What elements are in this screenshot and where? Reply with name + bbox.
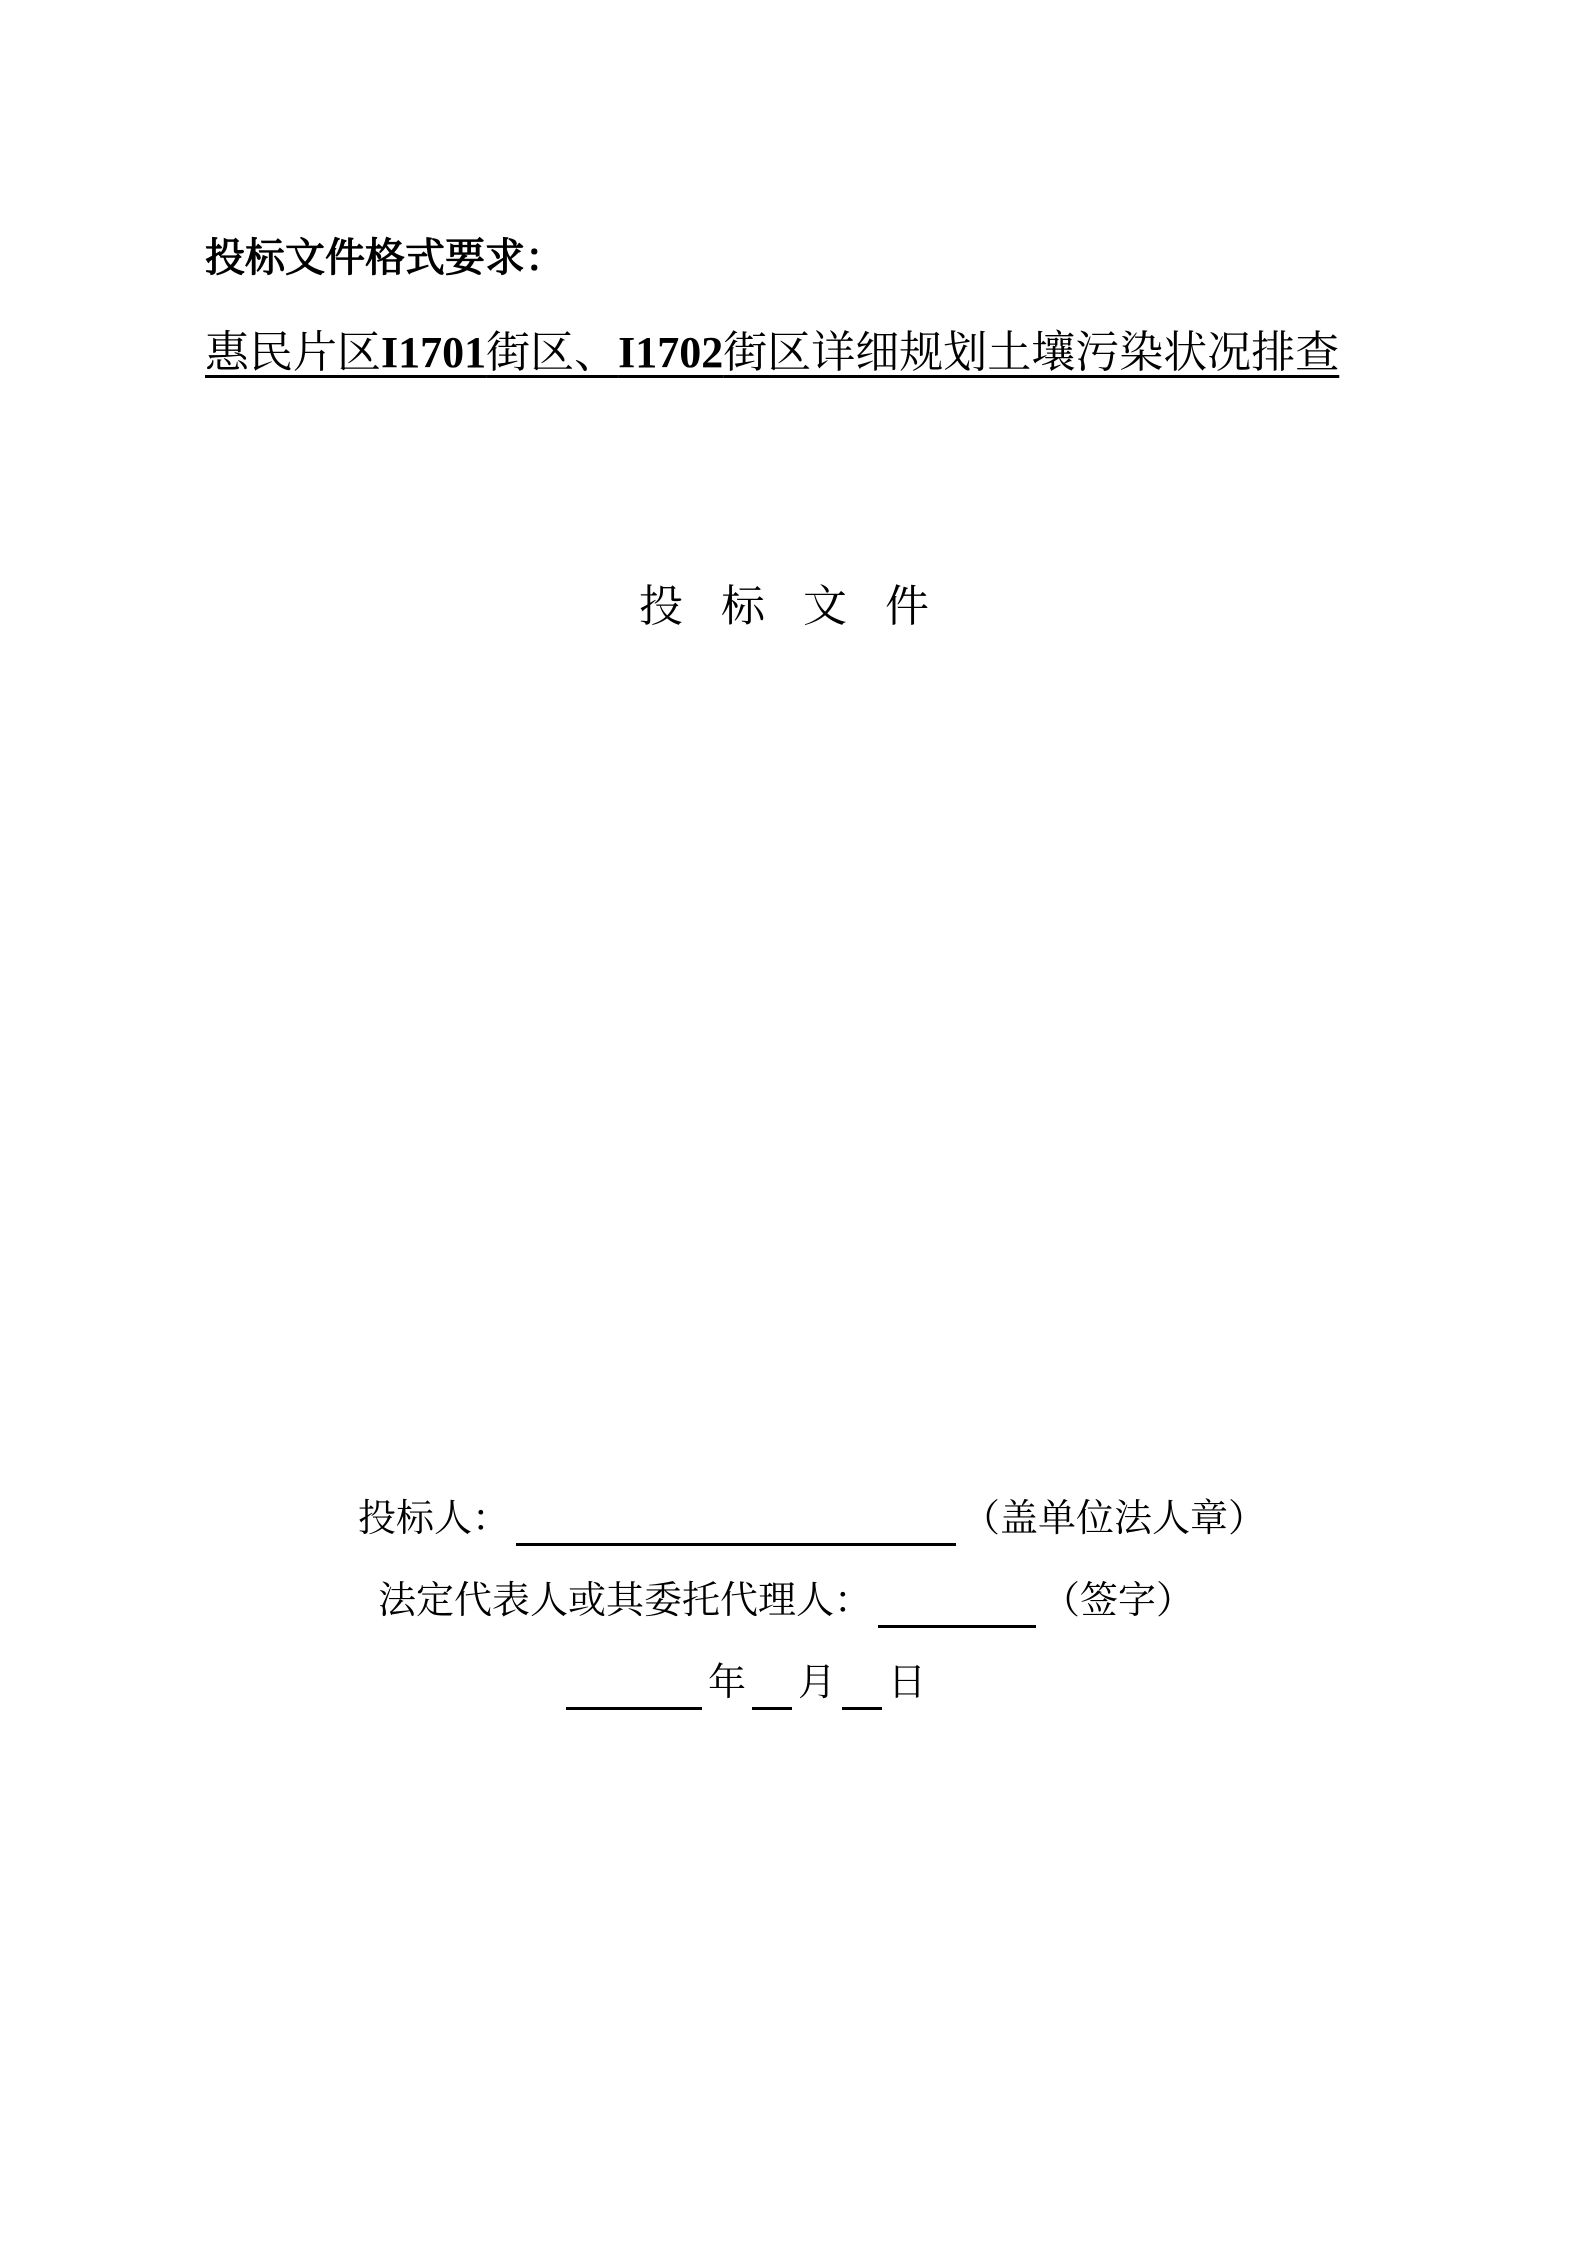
project-title-part3: 街区详细规划土壤污染状况排查 [723,327,1340,378]
bidder-seal-note: （盖单位法人章） [962,1496,1267,1540]
day-blank[interactable] [842,1663,882,1710]
bidder-blank[interactable] [516,1499,956,1546]
year-blank[interactable] [566,1663,702,1710]
project-title [205,322,1339,384]
block-code-1: I1701 [381,328,487,377]
representative-sign-note: （签字） [1042,1578,1195,1622]
representative-label: 法定代表人或其委托代理人： [378,1578,873,1622]
format-requirements-heading: 投标文件格式要求： [205,235,565,281]
month-blank[interactable] [752,1663,792,1710]
year-label: 年 [708,1660,747,1704]
day-label: 日 [888,1660,927,1704]
representative-blank[interactable] [878,1581,1036,1628]
document-title: 投标文件 [639,581,967,632]
month-label: 月 [798,1660,837,1704]
date-line [560,1654,926,1710]
block-code-2: I1702 [618,328,724,377]
bidder-label: 投标人： [358,1496,511,1540]
representative-line [378,1572,1194,1628]
bidder-line [358,1490,1266,1546]
project-title-part1: 惠民片区 [205,327,381,378]
project-title-part2: 街区、 [486,327,619,378]
